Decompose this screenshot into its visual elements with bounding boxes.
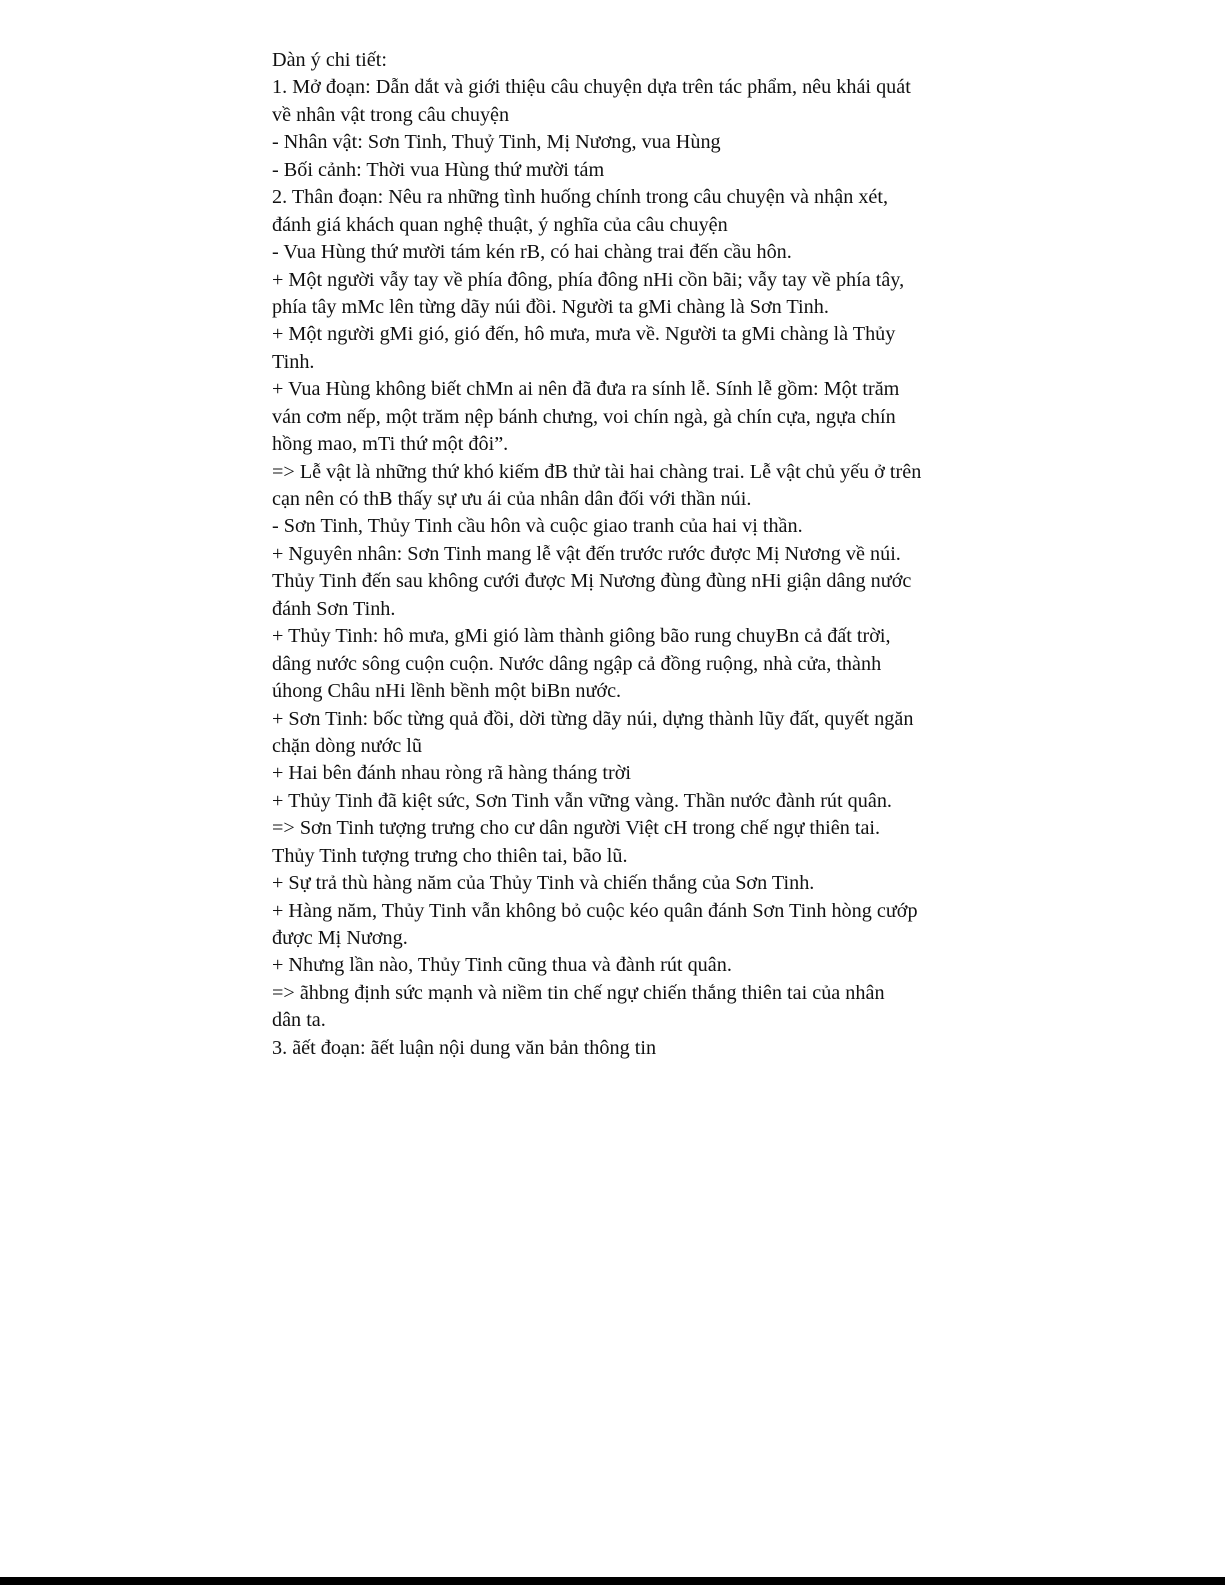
text-line: Thủy Tinh tượng trưng cho thiên tai, bão lũ. — [272, 844, 628, 867]
text-line: => ãhbng định sức mạnh và niềm tin chế ngự chiến thắng thiên tai của nhân — [272, 981, 885, 1004]
text-line: được Mị Nương. — [272, 927, 408, 949]
heading-outline: Dàn ý chi tiết: — [272, 49, 387, 71]
text-line: + Sự trả thù hàng năm của Thủy Tinh và chiến thắng của Sơn Tinh. — [272, 872, 815, 895]
text-line: Tinh. — [272, 350, 315, 373]
text-line: hồng mao, mTi thứ một đôi”. — [272, 433, 509, 456]
text-line: phía tây mMc lên từng dãy núi đồi. Người ta gMi chàng là Sơn Tinh. — [272, 295, 829, 318]
page-bottom-border — [0, 1577, 1225, 1585]
text-line: dâng nước sông cuộn cuộn. Nước dâng ngập cả đồng ruộng, nhà cửa, thành — [272, 652, 882, 675]
text-line: + Vua Hùng không biết chMn ai nên đã đưa ra sính lễ. Sính lễ gồm: Một trăm — [272, 378, 900, 401]
text-line: + Hai bên đánh nhau ròng rã hàng tháng trời — [272, 762, 631, 785]
text-line: + Sơn Tinh: bốc từng quả đồi, dời từng dãy núi, dựng thành lũy đất, quyết ngăn — [272, 707, 914, 730]
text-line: úhong Châu nHi lềnh bềnh một biBn nước. — [272, 680, 622, 703]
text-line: + Thủy Tinh đã kiệt sức, Sơn Tinh vẫn vững vàng. Thần nước đành rút quân. — [272, 789, 892, 812]
text-line: - Bối cảnh: Thời vua Hùng thứ mười tám — [272, 158, 605, 181]
text-line: + Hàng năm, Thủy Tinh vẫn không bỏ cuộc kéo quân đánh Sơn Tinh hòng cướp — [272, 899, 918, 922]
text-line: chặn dòng nước lũ — [272, 734, 422, 757]
text-line: + Nguyên nhân: Sơn Tinh mang lễ vật đến trước rước được Mị Nương về núi. — [272, 542, 901, 565]
text-line: đánh Sơn Tinh. — [272, 597, 396, 620]
text-line: + Một người vẫy tay về phía đông, phía đông nHi cồn bãi; vẫy tay về phía tây, — [272, 268, 905, 291]
text-line: - Nhân vật: Sơn Tinh, Thuỷ Tinh, Mị Nương, vua Hùng — [272, 131, 721, 154]
text-line: 3. ãết đoạn: ãết luận nội dung văn bản thông tin — [272, 1036, 657, 1059]
text-line: Thủy Tinh đến sau không cưới được Mị Nương đùng đùng nHi giận dâng nước — [272, 570, 912, 593]
text-line: => Lễ vật là những thứ khó kiếm đB thử tài hai chàng trai. Lễ vật chủ yếu ở trên — [272, 460, 922, 483]
text-line: - Vua Hùng thứ mười tám kén rB, có hai chàng trai đến cầu hôn. — [272, 241, 792, 264]
text-line: 1. Mở đoạn: Dẫn dắt và giới thiệu câu chuyện dựa trên tác phẩm, nêu khái quát — [272, 76, 911, 99]
text-line: => Sơn Tinh tượng trưng cho cư dân người Việt cH trong chế ngự thiên tai. — [272, 817, 881, 840]
text-line: + Thủy Tinh: hô mưa, gMi gió làm thành giông bão rung chuyBn cả đất trời, — [272, 625, 891, 648]
text-line: ván cơm nếp, một trăm nệp bánh chưng, voi chín ngà, gà chín cựa, ngựa chín — [272, 405, 896, 428]
text-line: đánh giá khách quan nghệ thuật, ý nghĩa của câu chuyện — [272, 213, 728, 236]
text-line: dân ta. — [272, 1009, 326, 1032]
text-line: 2. Thân đoạn: Nêu ra những tình huống chính trong câu chuyện và nhận xét, — [272, 186, 889, 209]
text-line: về nhân vật trong câu chuyện — [272, 103, 510, 126]
text-line: + Một người gMi gió, gió đến, hô mưa, mưa về. Người ta gMi chàng là Thủy — [272, 323, 896, 346]
text-line: cạn nên có thB thấy sự ưu ái của nhân dân đối với thần núi. — [272, 488, 752, 510]
document-body — [272, 47, 962, 1062]
text-line: - Sơn Tinh, Thủy Tinh cầu hôn và cuộc giao tranh của hai vị thần. — [272, 515, 803, 538]
text-line: + Nhưng lần nào, Thủy Tinh cũng thua và đành rút quân. — [272, 954, 732, 977]
